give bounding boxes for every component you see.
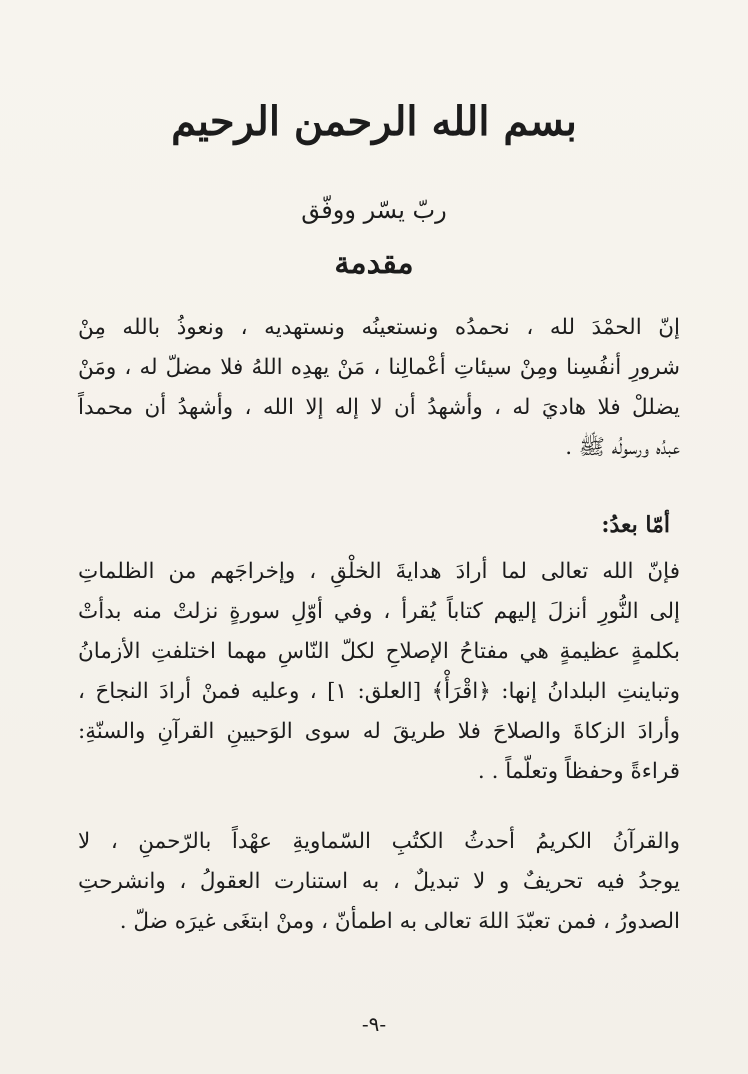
- text-line: الصدورُ ، فمن تعبّدَ اللهَ تعالى به اطمأنّ ، ومنْ ابتغَى غيرَه ضلّ .: [119, 909, 680, 934]
- text-line: بكلمةٍ عظيمةٍ هي مفتاحُ الإصلاحِ لكلّ النّاسِ مهما اختلفتِ الأزمانُ: [78, 639, 680, 664]
- dua-line: ربّ يسّر ووفّق: [301, 196, 447, 224]
- text-line: قراءةً وحفظاً وتعلّماً . .: [477, 759, 680, 784]
- basmala-heading: بسم الله الرحمن الرحيم: [171, 98, 577, 145]
- page-number: -٩-: [361, 1012, 387, 1036]
- text-line: فإنّ الله تعالى لما أرادَ هدايةَ الخلْقِ ، وإخراجَهم من الظلماتِ: [78, 559, 680, 584]
- page-title: مقدمة: [334, 246, 414, 281]
- text-line: وتباينتِ البلدانُ إنها: ﴿اقْرَأْ﴾ [العلق: ١] ، وعليه فمنْ أرادَ النجاحَ ،: [78, 679, 680, 704]
- text-line: وأرادَ الزكاةَ والصلاحَ فلا طريقَ له سوى الوَحيينِ القرآنِ والسنّةِ:: [78, 719, 680, 744]
- text-line: إنّ الحمْدَ لله ، نحمدُه ونستعينُه ونستهديه ، ونعوذُ بالله مِنْ: [78, 315, 680, 340]
- paragraph-quran: [78, 822, 680, 942]
- text-line: والقرآنُ الكريمُ أحدثُ الكتُبِ السّماويةِ عهْداً بالرّحمنِ ، لا: [78, 829, 680, 854]
- text-line: عبدُه ورسولُه ﷺ .: [565, 435, 680, 460]
- text-line: يوجدُ فيه تحريفٌ و لا تبديلٌ ، به استنارت العقولُ ، وانشرحتِ: [78, 869, 680, 894]
- section-heading: أمّا بعدُ:: [601, 512, 670, 538]
- text-line: شرورِ أنفُسِنا ومِنْ سيئاتِ أعْمالِنا ، مَنْ يهدِه اللهُ فلا مضلّ له ، ومَنْ: [78, 355, 680, 380]
- text-line: يضللْ فلا هاديَ له ، وأشهدُ أن لا إله إلا الله ، وأشهدُ أن محمداً: [78, 395, 680, 420]
- paragraph-intro: [78, 308, 680, 468]
- paragraph-main: [78, 552, 680, 792]
- text-line: إلى النُّورِ أنزلَ إليهم كتاباً يُقرأ ، وفي أوّلِ سورةٍ نزلتْ منه بدأتْ: [78, 599, 680, 624]
